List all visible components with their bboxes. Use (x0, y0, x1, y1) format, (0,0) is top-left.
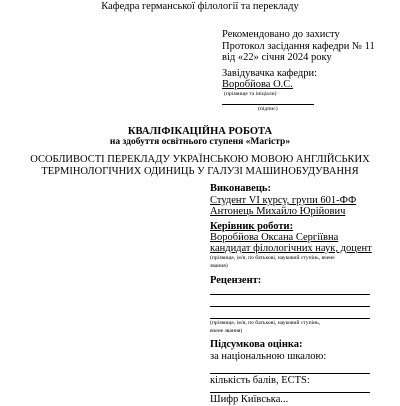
executor-name: Антонець Михайло Юрійович (210, 206, 346, 217)
supervisor-label: Керівник роботи: (210, 221, 294, 232)
supervisor-degree: кандидат філологічних наук, доцент (210, 243, 372, 254)
reviewer-caption-line-2: вчене звання) (210, 328, 243, 334)
protocol-date: від «22» січня 2024 року (222, 52, 332, 63)
reviewer-caption-line-1: (прізвище, ім'я, по батькові, науковий ступінь, (210, 320, 321, 326)
head-name-caption: (прізвище та ініціали) (224, 91, 277, 97)
national-scale-line (210, 373, 370, 374)
signature-line (222, 104, 314, 105)
topic-line-1: ОСОБЛИВОСТІ ПЕРЕКЛАДУ УКРАЇНСЬКОЮ МОВОЮ АНГЛІЙСЬКИХ (30, 154, 370, 165)
reviewer-line-3 (210, 318, 370, 319)
supervisor-name: Воробйова Оксана Сергіївна (210, 232, 339, 243)
signature-caption: (підпис) (258, 106, 278, 112)
ects-label: кількість балів, ECTS: (210, 375, 310, 386)
head-of-department-label: Завідувачка кафедри: (222, 68, 318, 79)
degree-subtitle: на здобуття освітнього ступеня «Магістр» (109, 137, 291, 147)
supervisor-caption-line-2: звання) (210, 263, 228, 269)
national-scale-label: за національною шкалою: (210, 351, 327, 362)
protocol-text: Протокол засідання кафедри № 11 (222, 41, 375, 52)
ects-line (210, 392, 370, 393)
head-of-department-name: Воробйова О.С. (222, 79, 293, 90)
supervisor-caption-line-1: (прізвище, ім'я, по батькові, науковий ступінь, вчене (210, 255, 335, 261)
reviewer-label: Рецензент: (210, 275, 262, 286)
topic-line-2: ТЕРМІНОЛОГІЧНИХ ОДИНИЦЬ У ГАЛУЗІ МАШИНОБУДУВАННЯ (41, 166, 359, 177)
work-type-title: КВАЛІФІКАЦІЙНА РОБОТА (127, 126, 273, 137)
recommendation-text: Рекомендовано до захисту (222, 29, 340, 40)
executor-label: Виконавець: (210, 183, 271, 194)
final-grade-label: Підсумкова оцінка: (210, 339, 303, 350)
executor-group: Студент VI курсу, групи 601-ФФ (210, 195, 357, 206)
reviewer-line-1 (210, 294, 370, 295)
bottom-cut-text: Шифр Київська... (210, 394, 289, 405)
reviewer-line-2 (210, 306, 370, 307)
department-heading: Кафедра германської філології та перекладу (101, 1, 299, 12)
